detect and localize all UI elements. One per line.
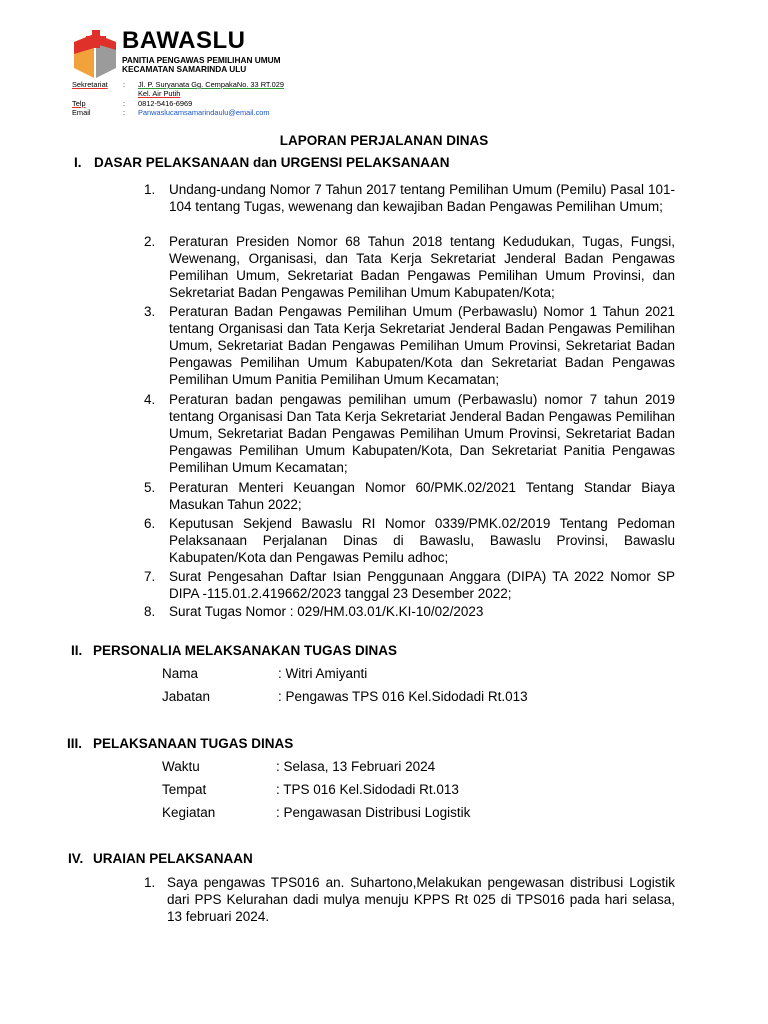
item-number: 1. [144, 875, 156, 890]
item-text: Keputusan Sekjend Bawaslu RI Nomor 0339/PMK.02/2019 Tentang Pedoman Pelaksanaan Perjalanan Dinas di Bawaslu, Bawaslu Provinsi, Bawaslu Kabupaten/Kota dan Pengawas Pemilu adhoc; [169, 516, 675, 565]
item-number: 2. [144, 234, 156, 249]
item-number: 7. [144, 569, 156, 584]
item-number: 1. [144, 182, 156, 197]
field-value: : Pengawas TPS 016 Kel.Sidodadi Rt.013 [278, 689, 528, 704]
item-number: 6. [144, 516, 156, 531]
list-item [144, 515, 675, 566]
section-heading-4 [68, 851, 668, 868]
field-label: Jabatan [162, 689, 211, 704]
field-value: : Pengawasan Distribusi Logistik [276, 805, 471, 820]
section-title: DASAR PELAKSANAAN dan URGENSI PELAKSANAAN [94, 155, 450, 170]
bawaslu-logo [72, 28, 118, 80]
contact-value: Jl. P. Suryanata Gg. CempakaNo. 33 RT.029 [138, 80, 284, 89]
section-number: III. [67, 736, 83, 751]
org-subtitle-2: KECAMATAN SAMARINDA ULU [122, 64, 247, 74]
list-item [144, 568, 675, 602]
contact-colon: : [123, 108, 126, 117]
email-link[interactable]: Panwaslucamsamarindaulu@email.com [138, 108, 270, 117]
section-title: PELAKSANAAN TUGAS DINAS [93, 736, 294, 751]
contact-kelurahan [0, 89, 400, 99]
field-value: : Witri Amiyanti [278, 666, 368, 681]
item-text: Surat Tugas Nomor : 029/HM.03.01/K.KI-10/02/2023 [169, 604, 484, 619]
item-text: Peraturan Menteri Keuangan Nomor 60/PMK.02/2021 Tentang Standar Biaya Masukan Tahun 2022; [169, 480, 675, 512]
item-number: 4. [144, 392, 156, 407]
field-value: : Selasa, 13 Februari 2024 [276, 759, 436, 774]
document-title: LAPORAN PERJALANAN DINAS [279, 133, 489, 148]
list-item [144, 874, 675, 925]
item-number: 3. [144, 304, 156, 319]
item-number: 8. [144, 604, 156, 619]
item-text: Saya pengawas TPS016 an. Suhartono,Melakukan pengewasan distribusi Logistik dari PPS Kelurahan dadi mulya menuju KPPS Rt 025 di TPS016 pada hari selasa, 13 februari 2024. [167, 875, 675, 924]
item-text: Peraturan badan pengawas pemilihan umum (Perbawaslu) nomor 7 tahun 2019 tentang Organisasi Dan Tata Kerja Sekretariat Jenderal Badan Pengawas Pemilihan Umum, Sekretariat Badan Pengawas Pemilihan Umum Provinsi, Sekretariat Badan Pengawas Pemilihan Umum Kabupaten/Kota, Dan Sekretariat Panitia Pengawas Pemilihan Umum Kecamatan; [169, 392, 675, 475]
section-heading-1 [74, 155, 674, 172]
section-heading-2 [71, 643, 671, 660]
field-label: Kegiatan [162, 805, 216, 820]
field-value: : TPS 016 Kel.Sidodadi Rt.013 [276, 782, 459, 797]
contact-value: 0812-5416-6969 [138, 99, 193, 108]
contact-email [0, 108, 400, 118]
section-title: PERSONALIA MELAKSANAKAN TUGAS DINAS [93, 643, 398, 658]
field-label: Waktu [162, 759, 200, 774]
field-label: Nama [162, 666, 199, 681]
contact-label: Telp [72, 99, 86, 108]
item-number: 5. [144, 480, 156, 495]
section-number: I. [74, 155, 82, 170]
org-subtitle-1: PANITIA PENGAWAS PEMILIHAN UMUM [122, 55, 281, 65]
item-text: Peraturan Presiden Nomor 68 Tahun 2018 tentang Kedudukan, Tugas, Fungsi, Wewenang, Organisasi, dan Tata Kerja Sekretariat Jenderal Badan Pengawas Pemilihan Umum, Sekretariat Badan Pengawas Pemilihan Umum Provinsi, dan Sekretariat Badan Pengawas Pemilihan Umum Kabupaten/Kota; [169, 234, 675, 300]
org-name: BAWASLU [122, 27, 246, 54]
item-text: Surat Pengesahan Daftar Isian Penggunaan Anggara (DIPA) TA 2022 Nomor SP DIPA -115.01.2.419662/2023 tanggal 23 Desember 2022; [169, 569, 675, 601]
contact-value: Kel. Air Putih [138, 89, 181, 98]
list-item [144, 391, 675, 477]
item-text: Undang-undang Nomor 7 Tahun 2017 tentang Pemilihan Umum (Pemilu) Pasal 101-104 tentang Tugas, wewenang dan kewajiban Badan Pengawas Pemilihan Umum; [169, 182, 675, 214]
list-item [144, 603, 675, 620]
contact-label: Sekretariat [72, 80, 108, 89]
contact-label: Email [72, 108, 91, 117]
section-title: URAIAN PELAKSANAAN [93, 851, 253, 866]
list-item [144, 479, 675, 513]
list-item [144, 303, 675, 389]
contact-colon: : [123, 99, 126, 108]
contact-colon: : [123, 80, 126, 89]
list-item [144, 233, 675, 301]
field-label: Tempat [162, 782, 207, 797]
list-item [144, 181, 675, 232]
section-number: II. [71, 643, 83, 658]
section-number: IV. [68, 851, 84, 866]
section-heading-3 [67, 736, 667, 753]
item-text: Peraturan Badan Pengawas Pemilihan Umum (Perbawaslu) Nomor 1 Tahun 2021 tentang Organisasi dan Tata Kerja Sekretariat Jenderal Badan Pengawas Pemilihan Umum, Sekretariat Badan Pengawas Pemilihan Umum Provinsi, Sekretariat Badan Pengawas Pemilihan Umum Kabupaten/Kota dan Sekretariat Badan Pengawas Pemilihan Umum Panitia Pemilihan Umum Kecamatan; [169, 304, 675, 387]
